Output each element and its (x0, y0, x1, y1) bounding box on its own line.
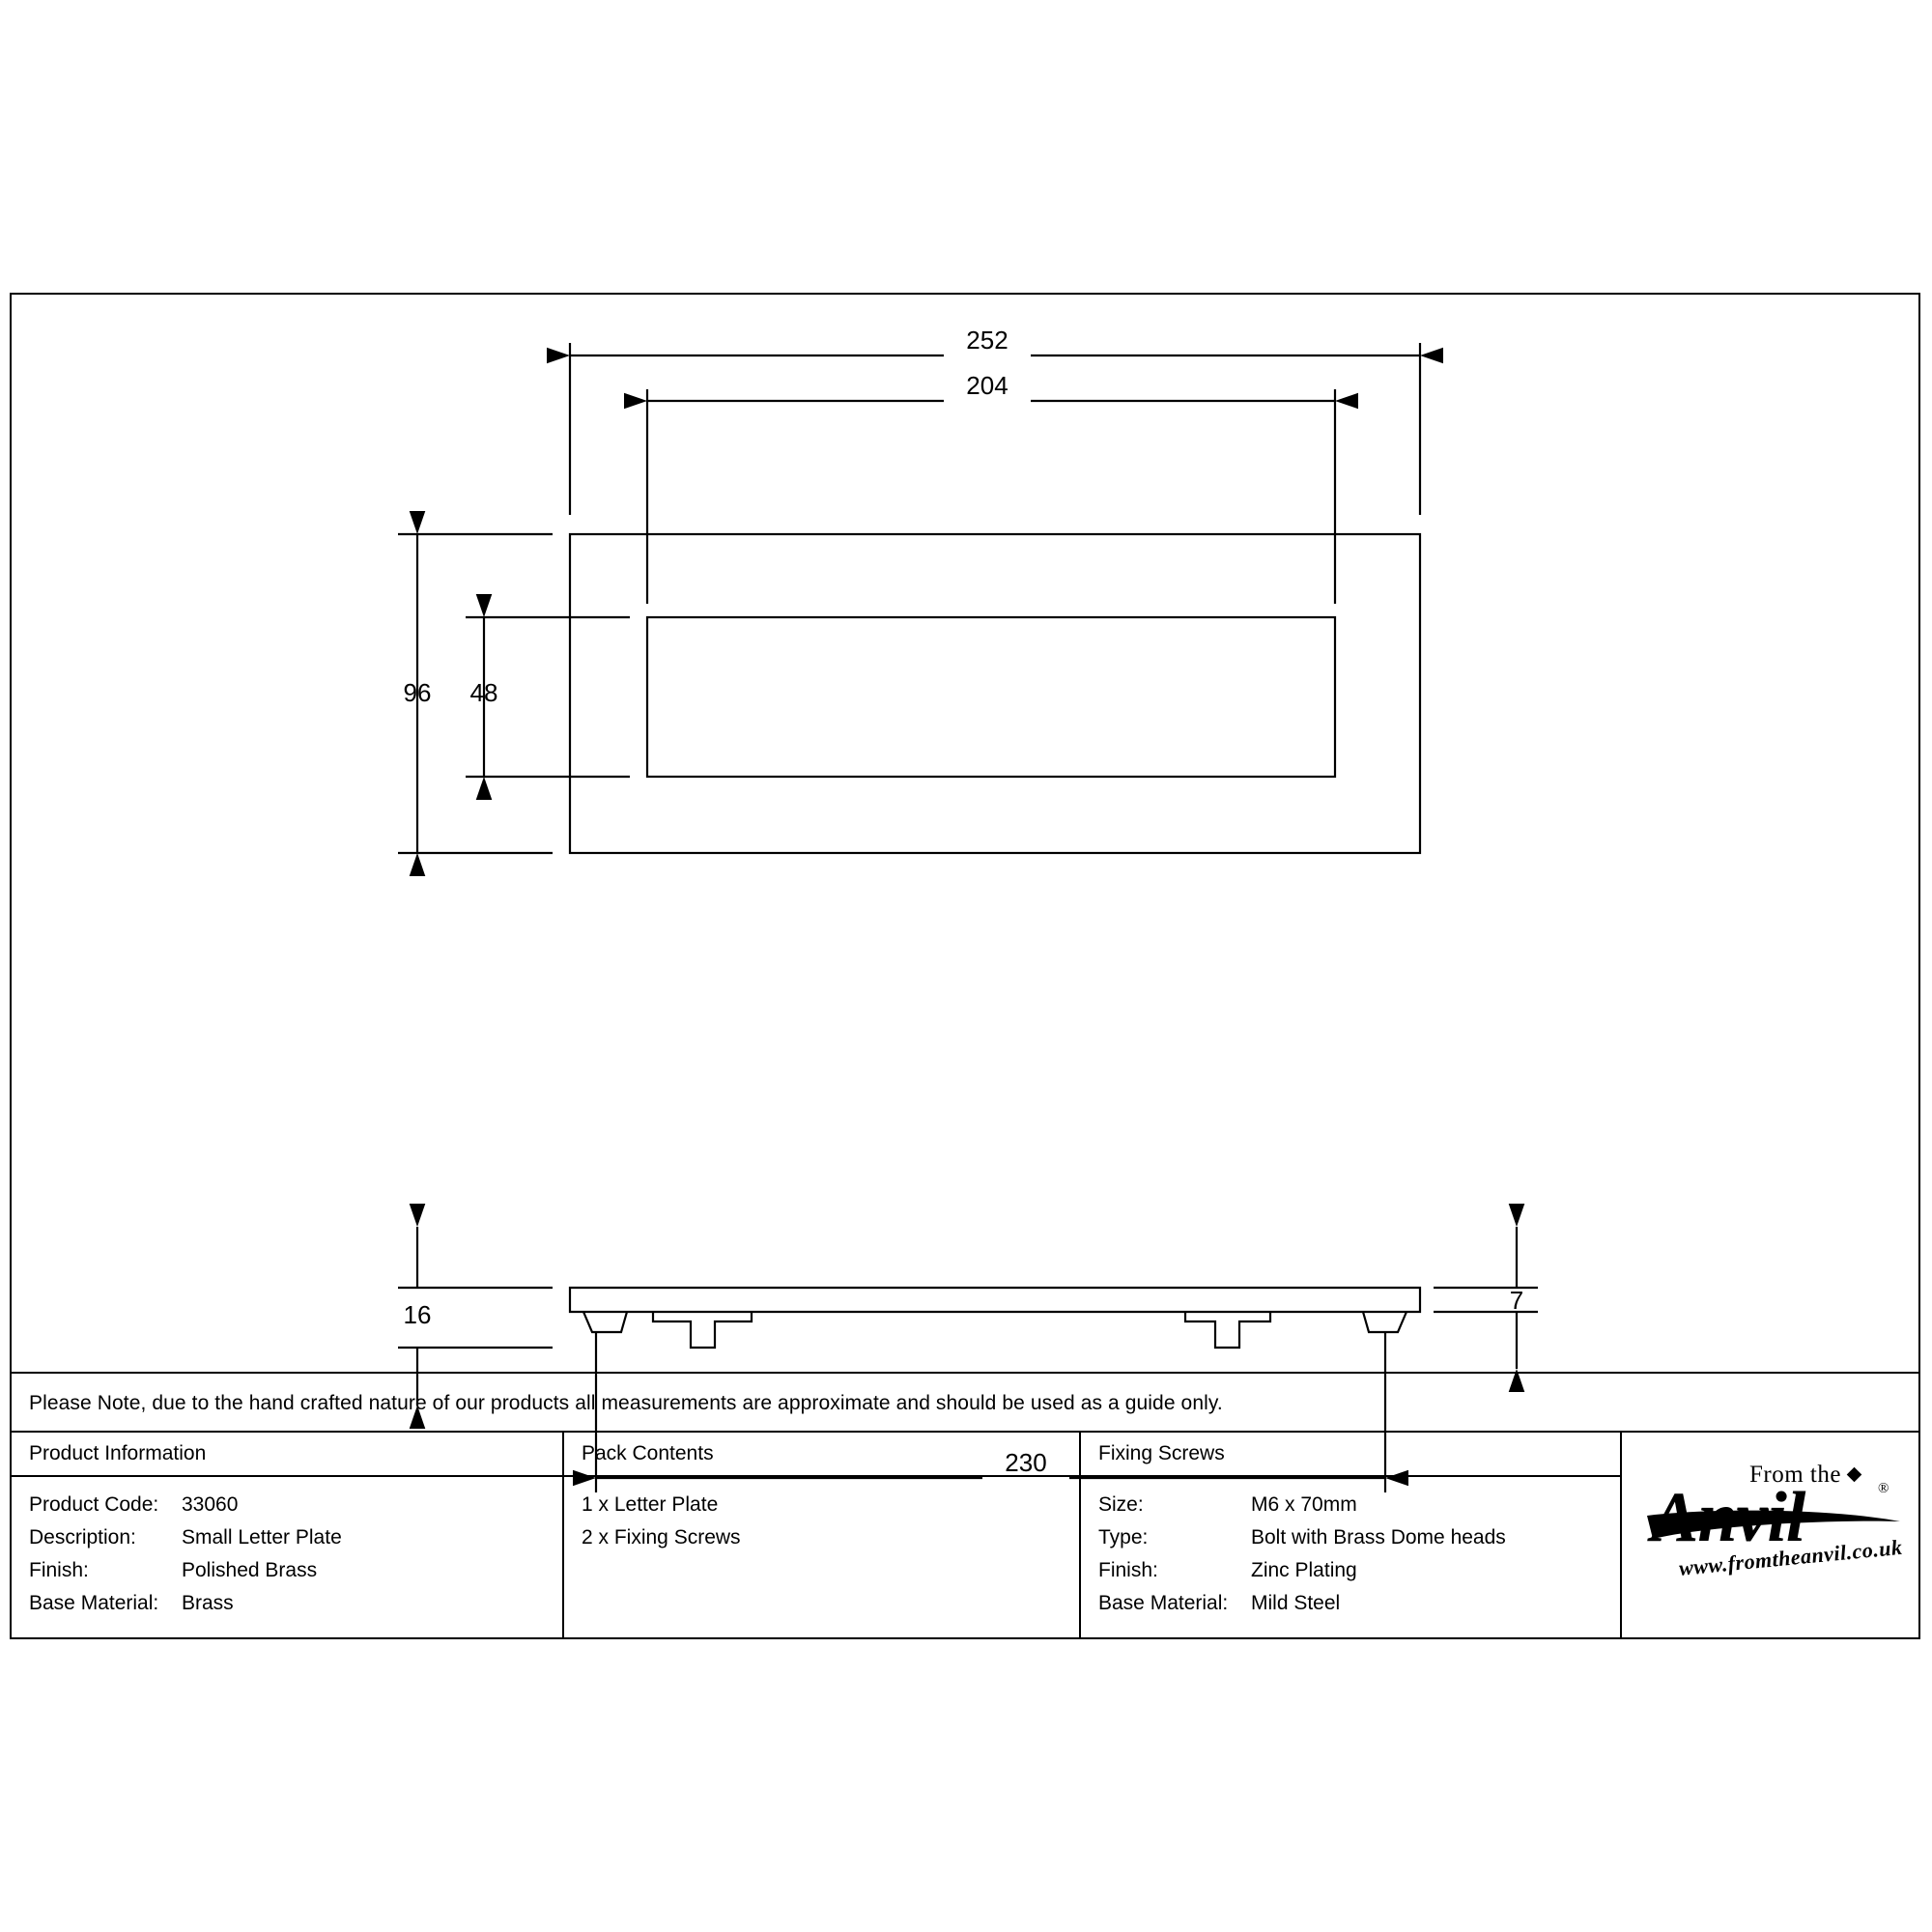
pack-contents-list (582, 1489, 741, 1554)
screw-base-material-value: Mild Steel (1251, 1592, 1341, 1614)
screw-finish-value: Zinc Plating (1251, 1559, 1357, 1581)
fixing-screws-heading: Fixing Screws (1098, 1442, 1225, 1464)
dim-252: 252 (966, 326, 1009, 355)
divider (1081, 1475, 1620, 1477)
divider (564, 1475, 1079, 1477)
table-row (1098, 1489, 1506, 1521)
product-information-heading: Product Information (29, 1442, 207, 1464)
table-row (29, 1489, 342, 1521)
info-tables (12, 1433, 1918, 1639)
table-row (29, 1521, 342, 1554)
dimension-labels (404, 326, 1524, 1477)
screw-size-label: Size: (1098, 1493, 1144, 1516)
table-row (1098, 1521, 1506, 1554)
product-information-list (29, 1489, 342, 1620)
finish-label: Finish: (29, 1559, 89, 1581)
logo-url-text: www.fromtheanvil.co.uk (1678, 1534, 1904, 1580)
drawing-sheet (10, 293, 1920, 1639)
table-row (1098, 1554, 1506, 1587)
screw-size-value: M6 x 70mm (1251, 1493, 1357, 1516)
table-row (29, 1587, 342, 1620)
dim-230: 230 (1005, 1448, 1047, 1477)
logo-column (1620, 1433, 1920, 1639)
screw-type-value: Bolt with Brass Dome heads (1251, 1526, 1506, 1548)
finish-value: Polished Brass (182, 1559, 318, 1581)
pack-contents-column (562, 1433, 1079, 1639)
divider (12, 1475, 562, 1477)
product-code-label: Product Code: (29, 1493, 159, 1516)
note-row (12, 1372, 1918, 1433)
diamond-icon (1847, 1467, 1862, 1483)
screw-base-material-label: Base Material: (1098, 1592, 1229, 1614)
list-item: 2 x Fixing Screws (582, 1526, 741, 1548)
dim-204: 204 (966, 371, 1009, 400)
pack-contents-heading: Pack Contents (582, 1442, 714, 1464)
screw-type-label: Type: (1098, 1526, 1149, 1548)
product-information-column (12, 1433, 562, 1639)
fixing-screws-column (1079, 1433, 1620, 1639)
from-the-anvil-logo (1643, 1456, 1904, 1610)
note-text: Please Note, due to the hand crafted nature of our products all measurements are approximate and should be used as a guide only. (29, 1392, 1223, 1414)
screw-finish-label: Finish: (1098, 1559, 1158, 1581)
dim-96: 96 (403, 678, 432, 707)
dim-48: 48 (469, 678, 498, 707)
description-value: Small Letter Plate (182, 1526, 342, 1548)
table-row (1098, 1587, 1506, 1620)
logo-registered-mark: ® (1878, 1481, 1889, 1496)
description-label: Description: (29, 1526, 136, 1548)
base-material-value: Brass (182, 1592, 234, 1614)
product-code-value: 33060 (182, 1493, 239, 1516)
logo-from-the-text: From the (1749, 1462, 1841, 1488)
dim-7: 7 (1509, 1286, 1524, 1315)
fixing-screws-list (1098, 1489, 1506, 1620)
base-material-label: Base Material: (29, 1592, 159, 1614)
list-item: 1 x Letter Plate (582, 1493, 719, 1516)
dim-16: 16 (403, 1300, 432, 1329)
table-row (29, 1554, 342, 1587)
